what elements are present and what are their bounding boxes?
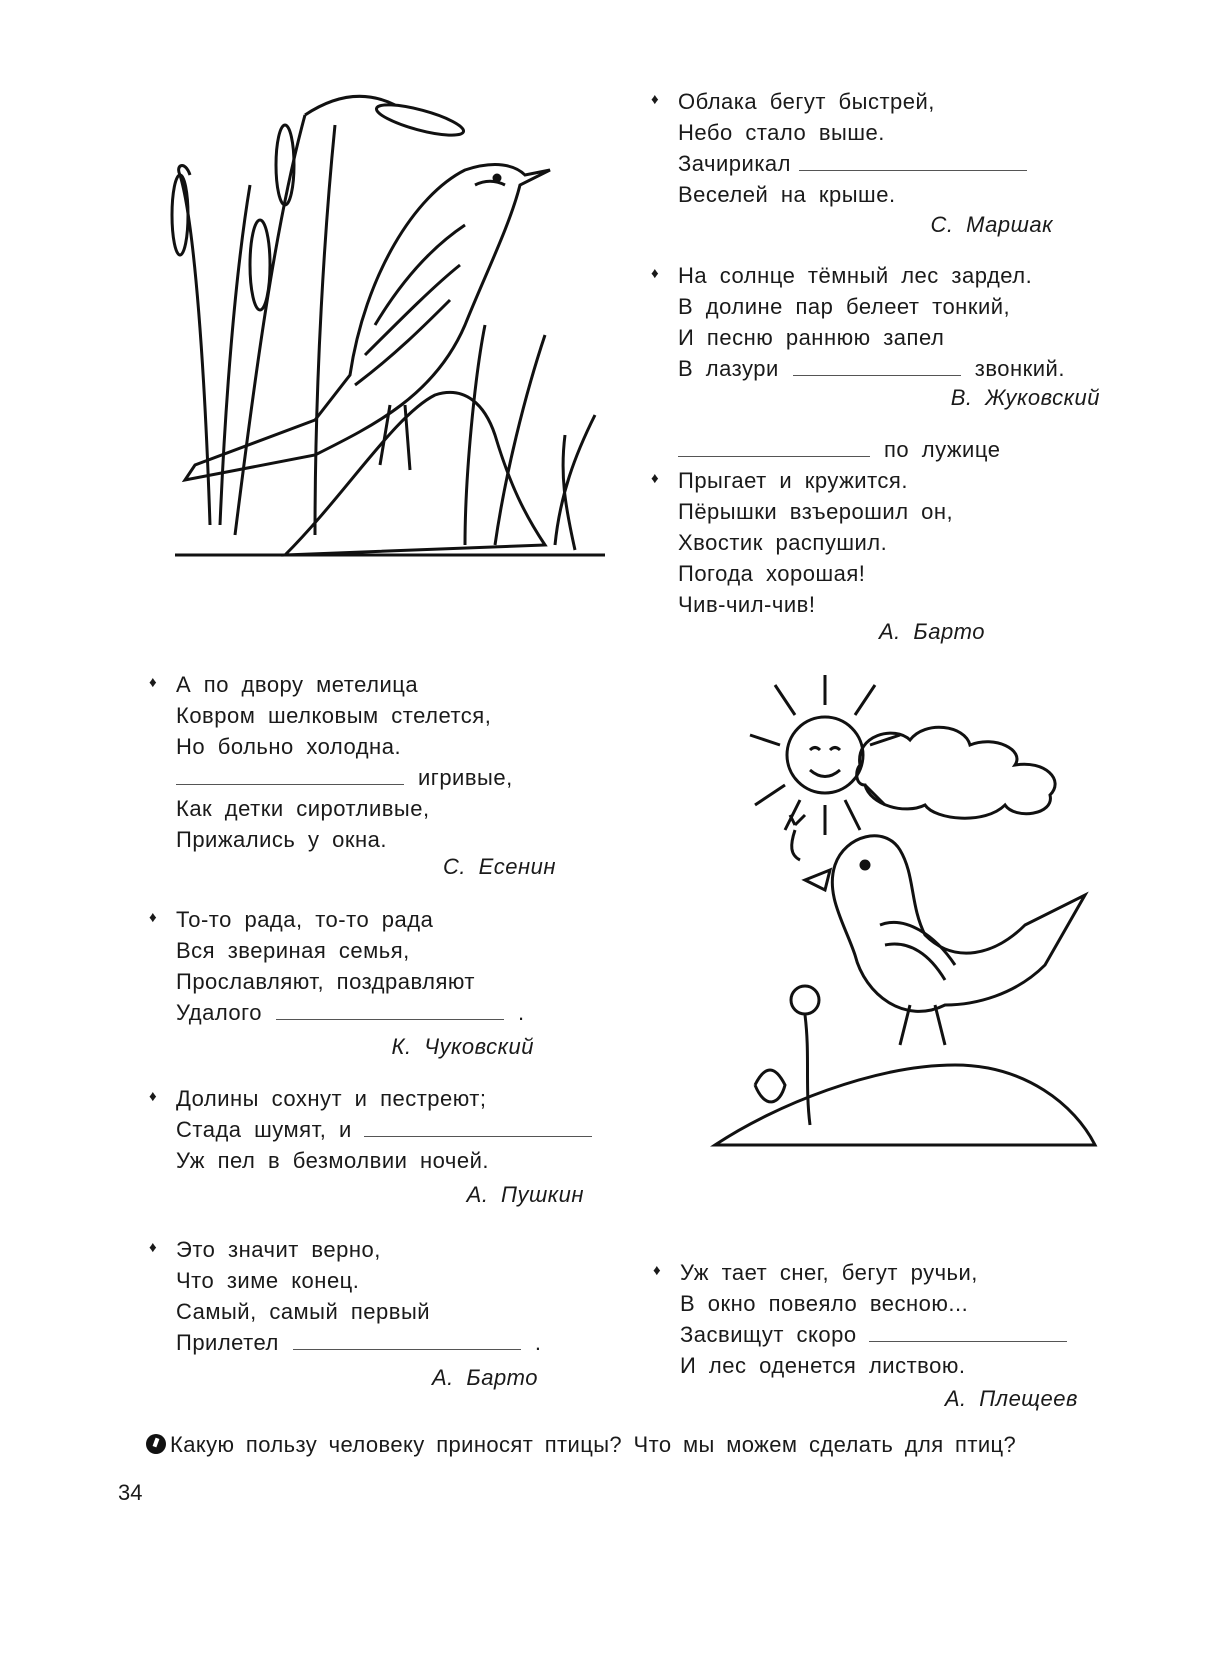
poem-line: Долины сохнут и пестреют; (176, 1086, 487, 1111)
discussion-question (146, 1432, 1016, 1458)
poem-line: Засвищут скоро (680, 1322, 857, 1347)
poem-line: Прилетел (176, 1330, 279, 1355)
poem-line: Уж пел в безмолвии ночей. (176, 1148, 490, 1173)
poem-chukovsky (149, 904, 525, 1028)
answer-blank[interactable] (793, 353, 961, 376)
answer-blank[interactable] (799, 148, 1027, 171)
poem-barto-2 (149, 1234, 542, 1358)
poem-line: Стада шумят, и (176, 1117, 352, 1142)
poem-line: Вся звериная семья, (176, 938, 410, 963)
poem-line: В окно повеяло весною... (680, 1291, 969, 1316)
bullet-icon: ♦ (149, 1088, 158, 1105)
poem-pushkin (149, 1083, 604, 1176)
poem-line: В долине пар белеет тонкий, (678, 294, 1011, 319)
page-number: 34 (118, 1480, 143, 1505)
poem-author: А. Пушкин (466, 1182, 584, 1207)
poem-line: Пёрышки взъерошил он, (678, 499, 954, 524)
poem-line: Но больно холодна. (176, 734, 402, 759)
poem-line: Это значит верно, (176, 1237, 381, 1262)
poem-line: Уж тает снег, бегут ручьи, (680, 1260, 978, 1285)
poem-line: В лазури (678, 356, 779, 381)
poem-author: А. Плещеев (944, 1386, 1078, 1411)
poem-line: Прыгает и кружится. (678, 468, 908, 493)
poem-line: по лужице (884, 437, 1001, 462)
poem-zhukovsky (651, 260, 1065, 384)
question-text: Какую пользу человеку приносят птицы? Что мы можем сделать для птиц? (170, 1432, 1017, 1457)
answer-blank[interactable] (276, 997, 504, 1020)
poem-line: Небо стало выше. (678, 120, 885, 145)
bullet-icon: ♦ (653, 1262, 662, 1279)
poem-line: И лес оденется листвою. (680, 1353, 966, 1378)
answer-blank[interactable] (176, 762, 404, 785)
poem-author: А. Барто (878, 619, 985, 644)
poem-author: К. Чуковский (391, 1034, 534, 1059)
poem-line: . (534, 1330, 542, 1355)
poem-author: В. Жуковский (950, 385, 1100, 410)
poem-line: А по двору метелица (176, 672, 419, 697)
answer-blank[interactable] (869, 1319, 1067, 1342)
poem-line: Удалого (176, 1000, 262, 1025)
bullet-icon: ♦ (651, 91, 660, 108)
poem-line: Ковром шелковым стелется, (176, 703, 492, 728)
poem-line: Погода хорошая! (678, 561, 866, 586)
question-marker-icon (146, 1434, 166, 1454)
poem-marshak (651, 86, 1035, 210)
poem-line: Что зиме конец. (176, 1268, 360, 1293)
poem-esenin (149, 669, 513, 855)
poem-pleshcheev (653, 1257, 1079, 1381)
bullet-icon: ♦ (149, 1239, 158, 1256)
bird-with-sun-illustration (695, 665, 1115, 1195)
poem-line: игривые, (418, 765, 513, 790)
poem-author: С. Есенин (443, 854, 556, 879)
answer-blank[interactable] (678, 434, 870, 457)
bullet-icon: ♦ (149, 909, 158, 926)
answer-blank[interactable] (293, 1327, 521, 1350)
poem-line: Веселей на крыше. (678, 182, 896, 207)
poem-author: А. Барто (431, 1365, 538, 1390)
poem-line: Облака бегут быстрей, (678, 89, 935, 114)
bullet-icon: ♦ (651, 265, 660, 282)
poem-author: С. Маршак (930, 212, 1053, 237)
poem-line: Прославляют, поздравляют (176, 969, 476, 994)
poem-line: Чив-чил-чив! (678, 592, 816, 617)
bullet-icon: ♦ (651, 470, 660, 487)
poem-line: . (517, 1000, 525, 1025)
poem-line: Как детки сиротливые, (176, 796, 430, 821)
answer-blank[interactable] (364, 1114, 592, 1137)
poem-line: Хвостик распушил. (678, 530, 888, 555)
poem-line: Самый, самый первый (176, 1299, 431, 1324)
poem-line: Зачирикал (678, 151, 791, 176)
poem-line: Прижались у окна. (176, 827, 387, 852)
poem-line: На солнце тёмный лес зардел. (678, 263, 1033, 288)
poem-line: И песню раннюю запел (678, 325, 945, 350)
poem-line: То-то рада, то-то рада (176, 907, 434, 932)
bullet-icon: ♦ (149, 674, 158, 691)
bird-on-stump-illustration (165, 75, 625, 575)
poem-line: звонкий. (974, 356, 1065, 381)
poem-barto-1 (651, 434, 1001, 620)
